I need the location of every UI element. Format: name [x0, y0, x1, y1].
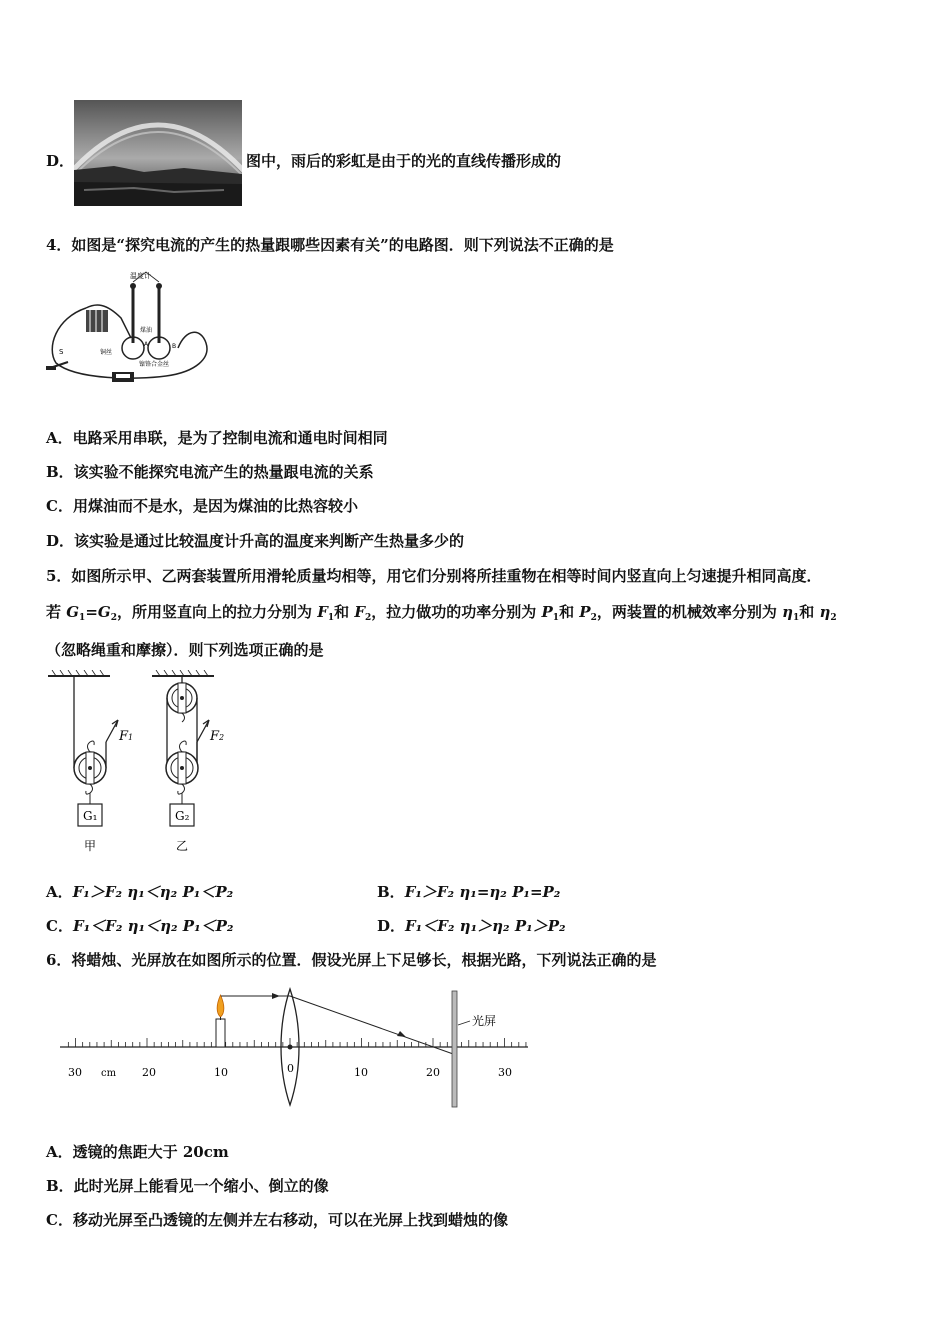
light-screen-icon — [452, 991, 457, 1107]
q6-option-b: B．此时光屏上能看见一个缩小、倒立的像 — [46, 1177, 329, 1195]
q3-option-d-label: D． — [46, 152, 75, 170]
tick-20-right: 20 — [426, 1066, 440, 1079]
q5-option-c: C．F₁＜F₂ η₁＜η₂ P₁＜P₂ — [46, 917, 234, 935]
nichrome-wire-label: 镍铬合金丝 — [139, 361, 170, 368]
force-f1-label: F1 — [119, 729, 134, 744]
copper-wire-label: 铜丝 — [100, 349, 113, 356]
q4-option-d: D．该实验是通过比较温度计升高的温度来判断产生热量多少的 — [46, 532, 465, 550]
switch-label: S — [59, 348, 64, 356]
ammeter-icon — [112, 372, 134, 382]
unit-cm-label: cm — [101, 1068, 117, 1079]
tick-10-left: 10 — [214, 1066, 228, 1079]
q3-option-d-text: 图中，雨后的彩虹是由于的光的直线传播形成的 — [246, 152, 562, 170]
q6-lens-figure — [46, 985, 536, 1111]
tick-10-right: 10 — [354, 1066, 368, 1079]
q4-option-a: A．电路采用串联，是为了控制电流和通电时间相同 — [46, 429, 388, 447]
q6-stem: 6．将蜡烛、光屏放在如图所示的位置．假设光屏上下足够长，根据光路，下列说法正确的是 — [46, 951, 657, 969]
q5-option-b: B．F₁＞F₂ η₁=η₂ P₁=P₂ — [377, 883, 561, 901]
rainbow-photo — [74, 100, 242, 206]
q4-option-b: B．该实验不能探究电流产生的热量跟电流的关系 — [46, 463, 374, 481]
q5-pulley-figure — [46, 670, 236, 860]
battery-icon — [86, 310, 108, 332]
q4-stem: 4．如图是“探究电流的产生的热量跟哪些因素有关”的电路图．则下列说法不正确的是 — [46, 236, 614, 254]
q5-option-a: A．F₁＞F₂ η₁＜η₂ P₁＜P₂ — [46, 883, 234, 901]
q4-circuit-figure — [46, 268, 216, 388]
candle-icon — [216, 995, 225, 1047]
weight-g2-label: G₂ — [175, 809, 190, 823]
q5-stem-line1: 5．如图所示甲、乙两套装置所用滑轮质量均相等，用它们分别将所挂重物在相等时间内竖直向上匀速提升相同高度． — [46, 567, 822, 585]
tick-20-left: 20 — [142, 1066, 156, 1079]
q6-option-a: A．透镜的焦距大于 20cm — [46, 1143, 229, 1161]
q5-option-d: D．F₁＜F₂ η₁＞η₂ P₁＞P₂ — [377, 917, 566, 935]
q4-option-c: C．用煤油而不是水，是因为煤油的比热容较小 — [46, 497, 358, 515]
kerosene-label: 煤油 — [140, 327, 153, 334]
tick-0: 0 — [287, 1062, 294, 1075]
q5-stem-line3: （忽略绳重和摩擦）．则下列选项正确的是 — [46, 641, 324, 659]
tick-30-right: 30 — [498, 1066, 512, 1079]
container-a-label: A — [144, 341, 149, 348]
label-yi: 乙 — [176, 839, 189, 853]
screen-label: 光屏 — [472, 1014, 497, 1028]
q6-option-c: C．移动光屏至凸透镜的左侧并左右移动，可以在光屏上找到蜡烛的像 — [46, 1211, 508, 1229]
weight-g1-label: G₁ — [83, 809, 98, 823]
container-b-label: B — [172, 343, 177, 350]
tick-30-left: 30 — [68, 1066, 82, 1079]
label-jia: 甲 — [84, 839, 97, 853]
q5-stem-line2: 若 $G_1=G_2$，所用竖直向上的拉力分别为 $F_1$和 $F_2$，拉力做功的功率分别为 $P_1$和 $P_2$，两装置的机械效率分别为 $\eta_1$和 $\eta_2$ — [46, 603, 837, 623]
thermometer-label: 温度计 — [130, 272, 151, 280]
force-f2-label: F2 — [210, 729, 225, 744]
